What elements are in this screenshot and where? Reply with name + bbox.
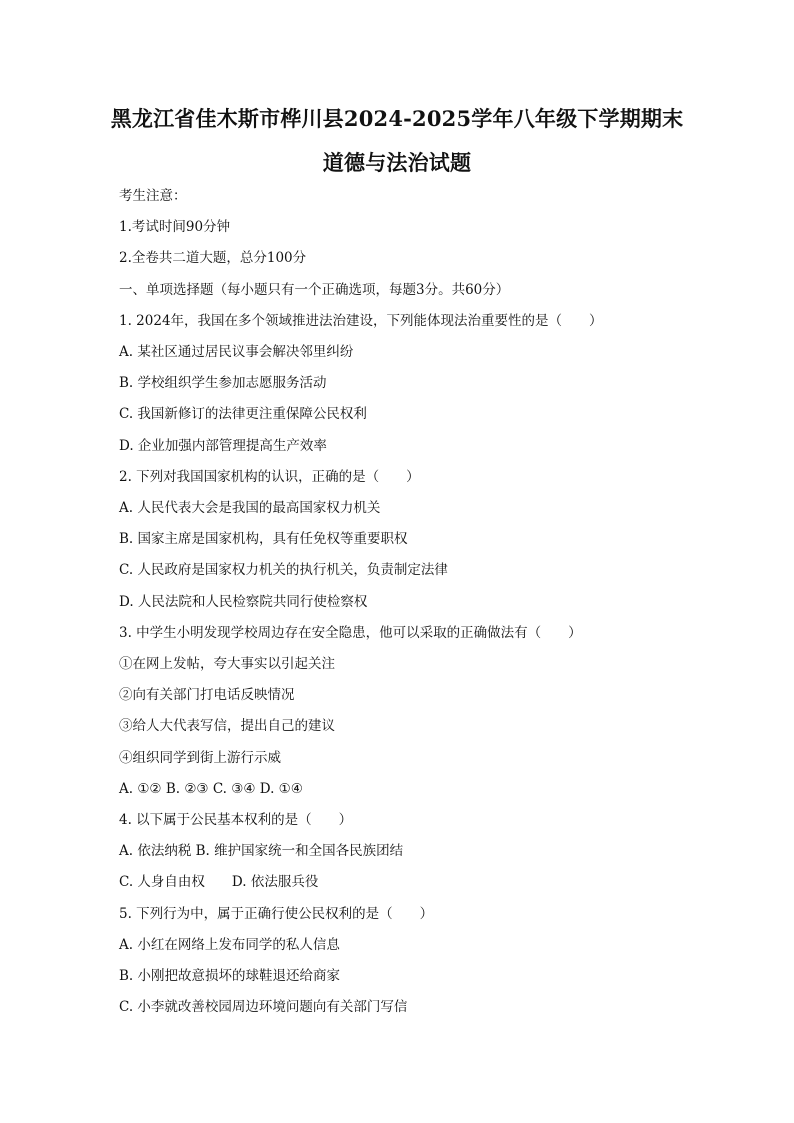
notice-item: 2.全卷共二道大题，总分100分 xyxy=(119,250,307,266)
answer-options-line: C. 人身自由权 D. 依法服兵役 xyxy=(119,874,319,890)
question-stem: 4. 以下属于公民基本权利的是（ ） xyxy=(119,812,353,828)
answer-option: C. 我国新修订的法律更注重保障公民权利 xyxy=(119,406,367,422)
answer-options-line: A. ①② B. ②③ C. ③④ D. ①④ xyxy=(119,781,303,797)
notice-heading: 考生注意： xyxy=(119,188,187,204)
answer-option: C. 人民政府是国家权力机关的执行机关，负责制定法律 xyxy=(119,562,448,578)
answer-option: C. 小李就改善校园周边环境问题向有关部门写信 xyxy=(119,999,408,1015)
question-stem: 2. 下列对我国国家机构的认识，正确的是（ ） xyxy=(119,469,420,485)
question-stem: 1. 2024年，我国在多个领域推进法治建设，下列能体现法治重要性的是（ ） xyxy=(119,313,603,329)
answer-option: D. 企业加强内部管理提高生产效率 xyxy=(119,438,327,454)
answer-option: B. 国家主席是国家机构，具有任免权等重要职权 xyxy=(119,531,408,547)
statement-item: ④组织同学到街上游行示威 xyxy=(119,750,281,766)
answer-option: B. 小刚把故意损坏的球鞋退还给商家 xyxy=(119,968,341,984)
exam-title-line2: 道德与法治试题 xyxy=(322,150,472,175)
answer-option: A. 人民代表大会是我国的最高国家权力机关 xyxy=(119,500,381,516)
statement-item: ①在网上发帖，夸大事实以引起关注 xyxy=(119,656,335,672)
question-stem: 3. 中学生小明发现学校周边存在安全隐患，他可以采取的正确做法有（ ） xyxy=(119,625,582,641)
answer-option: A. 某社区通过居民议事会解决邻里纠纷 xyxy=(119,344,354,360)
answer-option: D. 人民法院和人民检察院共同行使检察权 xyxy=(119,594,368,610)
exam-title-line1: 黑龙江省佳木斯市桦川县2024-2025学年八年级下学期期末 xyxy=(110,106,684,131)
section-heading: 一、单项选择题（每小题只有一个正确选项，每题3分。共60分） xyxy=(119,282,510,298)
answer-options-line: A. 依法纳税 B. 维护国家统一和全国各民族团结 xyxy=(119,843,404,859)
answer-option: B. 学校组织学生参加志愿服务活动 xyxy=(119,375,327,391)
question-stem: 5. 下列行为中，属于正确行使公民权利的是（ ） xyxy=(119,906,434,922)
statement-item: ③给人大代表写信，提出自己的建议 xyxy=(119,718,335,734)
notice-item: 1.考试时间90分钟 xyxy=(119,219,231,235)
statement-item: ②向有关部门打电话反映情况 xyxy=(119,687,295,703)
answer-option: A. 小红在网络上发布同学的私人信息 xyxy=(119,937,340,953)
